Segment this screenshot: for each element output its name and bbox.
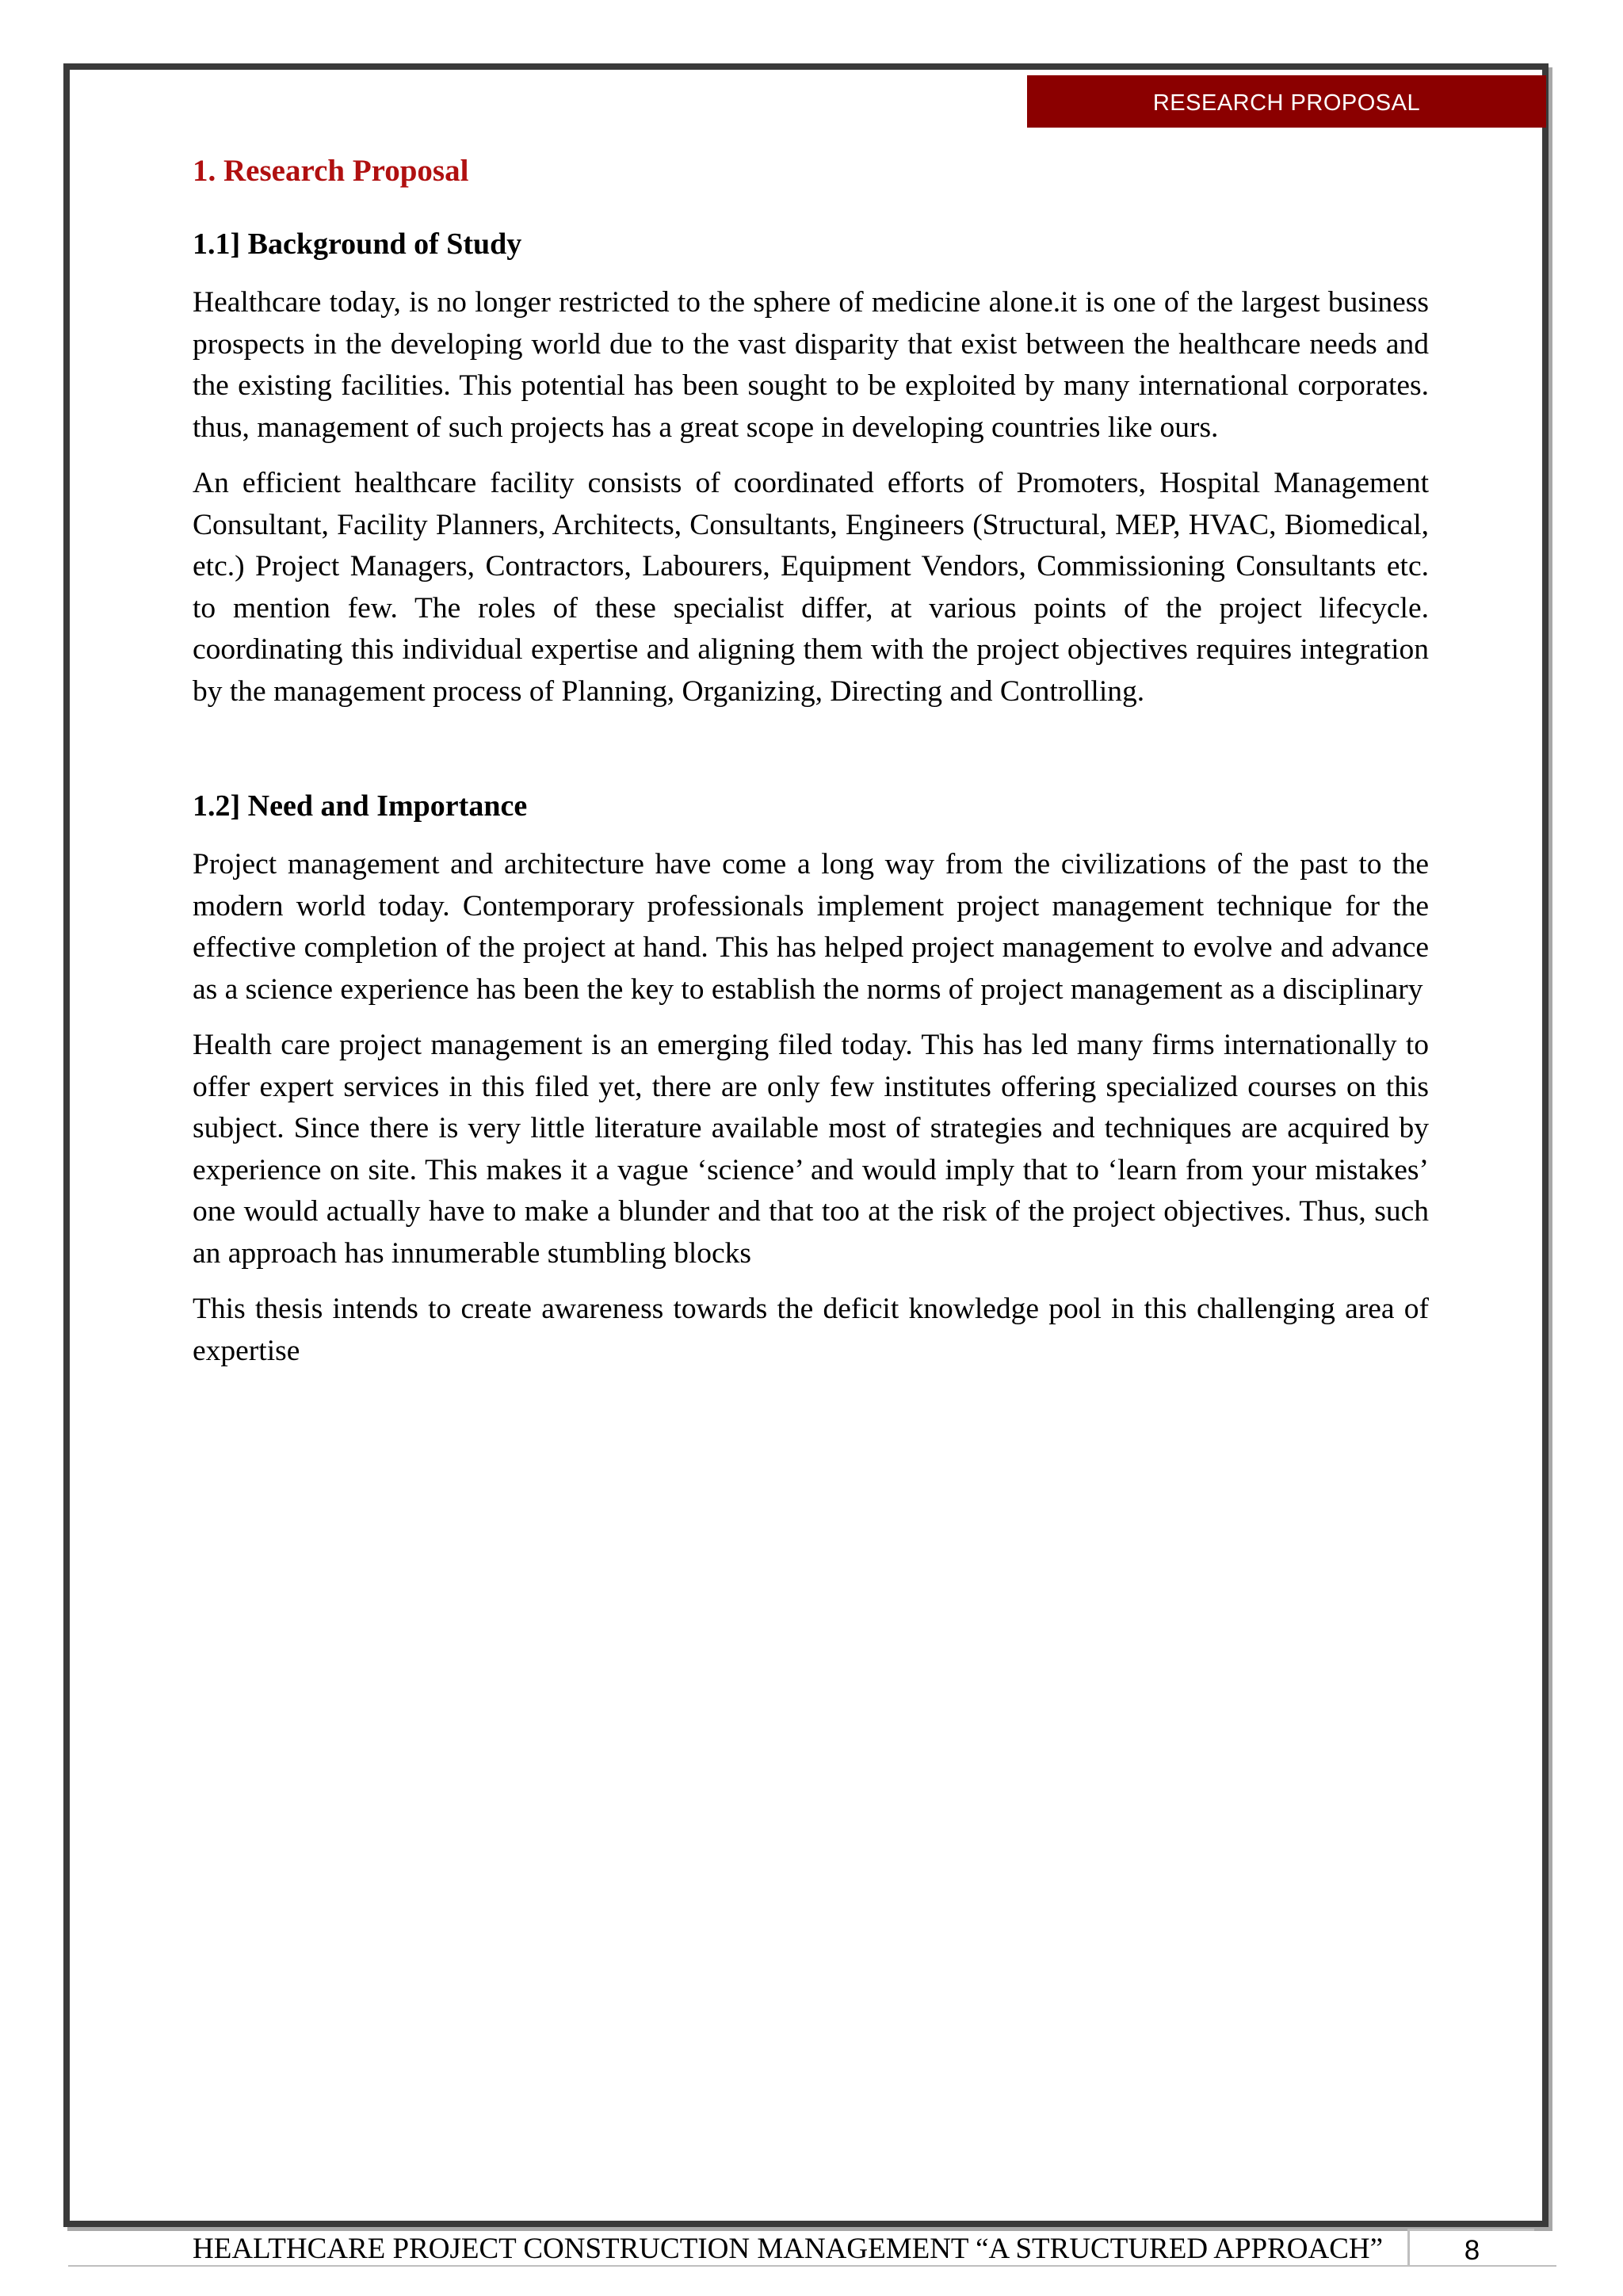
need-heading: 1.2] Need and Importance	[193, 789, 528, 823]
page-number: 8	[1464, 2235, 1480, 2266]
header-banner	[1027, 75, 1546, 128]
document-body	[193, 151, 1429, 1386]
background-paragraph: An efficient healthcare facility consists of coordinated efforts of Promoters, Hospital Management Consultant, Facility Planners, Architects, Consultants, Engineers (Structural, MEP, HVAC, Biomedical, etc.) Project Managers, Contractors, Labourers, Equipment Vendors, Commissioning Consultants etc. to mention few. The roles of these specialist differ, at various points of the project lifecycle. coordinating this individual expertise and aligning them with the project objectives requires integration by the management process of Planning, Organizing, Directing and Controlling.	[193, 467, 1429, 708]
page-number-box	[1407, 2229, 1534, 2267]
need-paragraph: Project management and architecture have come a long way from the civilizations of the past to the modern world today. Contemporary professionals implement project management technique for the effective completion of the project at hand. This has helped project management to evolve and advance as a science experience has been the key to establish the norms of project management as a disciplinary	[193, 848, 1429, 1006]
need-paragraph: This thesis intends to create awareness towards the deficit knowledge pool in this challenging area of expertise	[193, 1293, 1429, 1367]
background-heading: 1.1] Background of Study	[193, 227, 522, 261]
section-title: 1. Research Proposal	[193, 154, 469, 188]
need-paragraph: Health care project management is an emerging filed today. This has led many firms internationally to offer expert services in this filed yet, there are only few institutes offering specialized courses on this subject. Since there is very little literature available most of strategies and techniques are acquired by experience on site. This makes it a vague ‘science’ and would imply that to ‘learn from your mistakes’ one would actually have to make a blunder and that too at the risk of the project objectives. Thus, such an approach has innumerable stumbling blocks	[193, 1029, 1429, 1270]
section-spacer	[193, 727, 1429, 785]
footer-title: HEALTHCARE PROJECT CONSTRUCTION MANAGEMENT “A STRUCTURED APPROACH”	[193, 2233, 1384, 2265]
header-label: RESEARCH PROPOSAL	[1152, 90, 1421, 116]
background-paragraph: Healthcare today, is no longer restricted to the sphere of medicine alone.it is one of the largest business prospects in the developing world due to the vast disparity that exist between the healthcare needs and the existing facilities. This potential has been sought to be exploited by many international corporates. thus, management of such projects has a great scope in developing countries like ours.	[193, 286, 1429, 444]
